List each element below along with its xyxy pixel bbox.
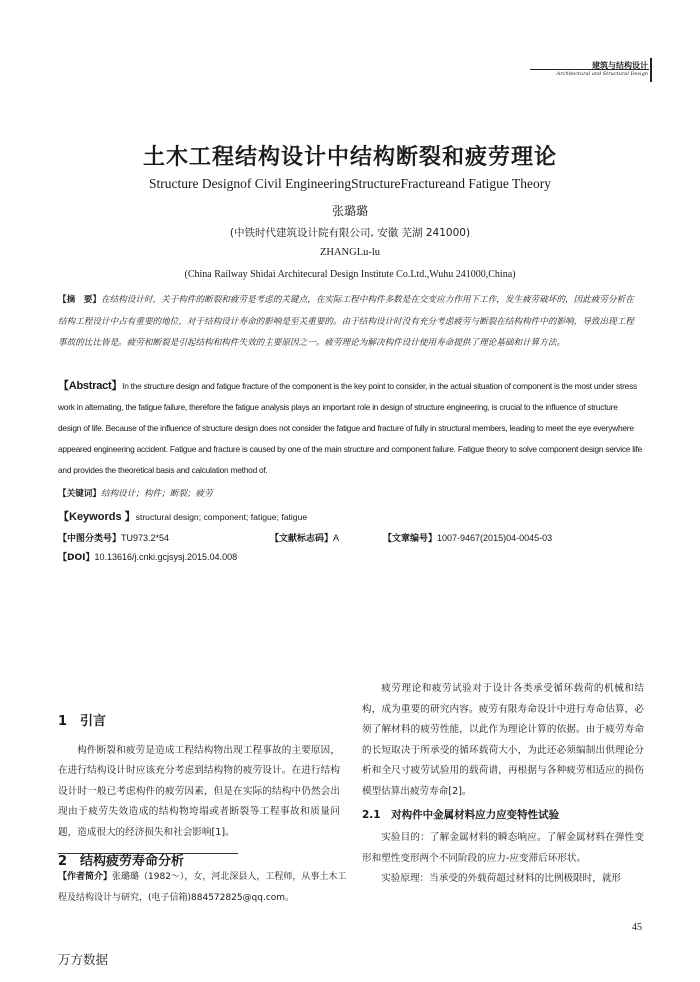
page-number: 45	[632, 922, 642, 933]
paper-title-cn: 土木工程结构设计中结构断裂和疲劳理论	[142, 145, 557, 170]
footnote-label: 【作者简介】	[58, 872, 113, 882]
journal-name-en: Architectural and Structural Design	[556, 71, 648, 77]
classification-label: 【中图分类号】	[58, 534, 122, 544]
header-bar	[650, 58, 652, 82]
document-code-label: 【文献标志码】	[270, 534, 334, 544]
keywords-cn-text: 结构设计；构件；断裂；疲劳	[100, 489, 213, 499]
keywords-en	[58, 508, 307, 524]
abstract-en-text: In the structure design and fatigue fracture of the component is the key point to consider, in the actual situation of component is the most under stress work in alternating, the fatigue failure, therefore the fatigue analysis plays an important role in design of structure engineering, is crucial to the influence of structure design of life. Because of the influence of structure design does not consider the fatigue and fracture of fully in structural members, leading to meet the eye everywhere appeared engineering accident. Fatigue and fracture is caused by one of the main structure and component failure. Fatigue theory to solve component design service life and provides the theoretical basis and calculation method of.	[58, 381, 642, 475]
article-number-value: 1007-9467(2015)04-0045-03	[437, 533, 553, 543]
doi-value: 10.13616/j.cnki.gcjsysj.2015.04.008	[94, 552, 238, 562]
document-code-value: A	[333, 533, 340, 543]
keywords-en-label: 【Keywords 】	[58, 511, 136, 523]
abstract-cn	[58, 290, 642, 355]
header-rule	[530, 69, 649, 70]
footnote-text: 张璐璐（1982～），女，河北深县人，工程师，从事土木工程及结构设计与研究，(电子信箱)884572825@qq.com。	[58, 872, 347, 903]
abstract-en	[58, 376, 642, 481]
subsection-heading: 2.1 对构件中金属材料应力应变特性试验	[362, 808, 560, 821]
doi-label: 【DOI】	[58, 553, 95, 563]
keywords-cn-label: 【关键词】	[58, 489, 101, 499]
body-column-right	[362, 679, 644, 890]
watermark: 万方数据	[58, 952, 109, 967]
abstract-en-label: 【Abstract】	[58, 380, 123, 392]
classification-number	[58, 531, 169, 544]
author-footnote	[58, 867, 348, 909]
experiment-purpose-paragraph: 实验目的：了解金属材料的瞬态响应。了解金属材料在弹性变形和塑性变形两个不同阶段的应力-应变滞后环形状。	[362, 832, 644, 864]
article-number-label: 【文章编号】	[383, 534, 438, 544]
experiment-principle-paragraph: 实验原理：当承受的外载荷超过材料的比例极限时，就形	[381, 873, 622, 885]
paper-title-en: Structure Designof Civil EngineeringStructureFractureand Fatigue Theory	[148, 176, 552, 191]
author-en: ZHANGLu-lu	[319, 247, 381, 258]
affiliation-en: (China Railway Shidai Architecural Design Institute Co.Ltd.,Wuhu 241000,China)	[184, 269, 516, 280]
intro-paragraph: 构件断裂和疲劳是造成工程结构物出现工程事故的主要原因，在进行结构设计时应该充分考虑到结构物的疲劳设计。在进行结构设计时一般已考虑构件的疲劳因素，但是在实际的结构中仍然会出现由于疲劳失效造成的结构物垮塌或者断裂等工程事故和质量问题，造成很大的经济损失和社会影响[1]。	[58, 744, 340, 838]
section-heading-fatigue: 2 结构疲劳寿命分析	[58, 853, 185, 869]
abstract-cn-text: 在结构设计时，关于构件的断裂和疲劳是考虑的关键点，在实际工程中构件多数是在交变应力作用下工作，发生疲劳破坏的，因此疲劳分析在结构工程设计中占有重要的地位，对于结构设计寿命的影响是至关重要的。由于结构设计时没有充分考虑疲劳与断裂在结构构件中的影响，导致出现工程事故的比比皆是。疲劳和断裂是引起结构和构件失效的主要原因之一。疲劳理论为解决构件设计使用寿命提供了理论基础和计算方法。	[58, 295, 634, 348]
keywords-cn	[58, 487, 213, 499]
affiliation-cn: (中铁时代建筑设计院有限公司, 安徽 芜湖 241000)	[229, 227, 471, 239]
fatigue-paragraph: 疲劳理论和疲劳试验对于设计各类承受循环载荷的机械和结构，成为重要的研究内容。疲劳有限寿命设计中进行寿命估算，必须了解材料的疲劳性能，以此作为理论计算的依据。由于疲劳寿命的长短取决于所承受的循环载荷大小，为此还必须编制出供理论分析和全尺寸疲劳试验用的载荷谱，再根据与各种疲劳相适应的损伤模型估算出疲劳寿命[2]。	[362, 683, 644, 797]
classification-value: TU973.2*54	[121, 533, 170, 543]
doi	[58, 550, 237, 563]
footnote-rule	[58, 853, 238, 854]
document-code	[270, 531, 339, 544]
article-number	[383, 531, 552, 544]
author-cn: 张璐璐	[331, 204, 368, 218]
keywords-en-text: structural design; component; fatigue; fatigue	[135, 512, 308, 522]
abstract-cn-label: 【摘 要】	[58, 295, 101, 305]
section-heading-intro: 1 引言	[58, 714, 107, 729]
journal-name-cn: 建筑与结构设计	[592, 61, 648, 70]
body-column-left	[58, 712, 340, 872]
